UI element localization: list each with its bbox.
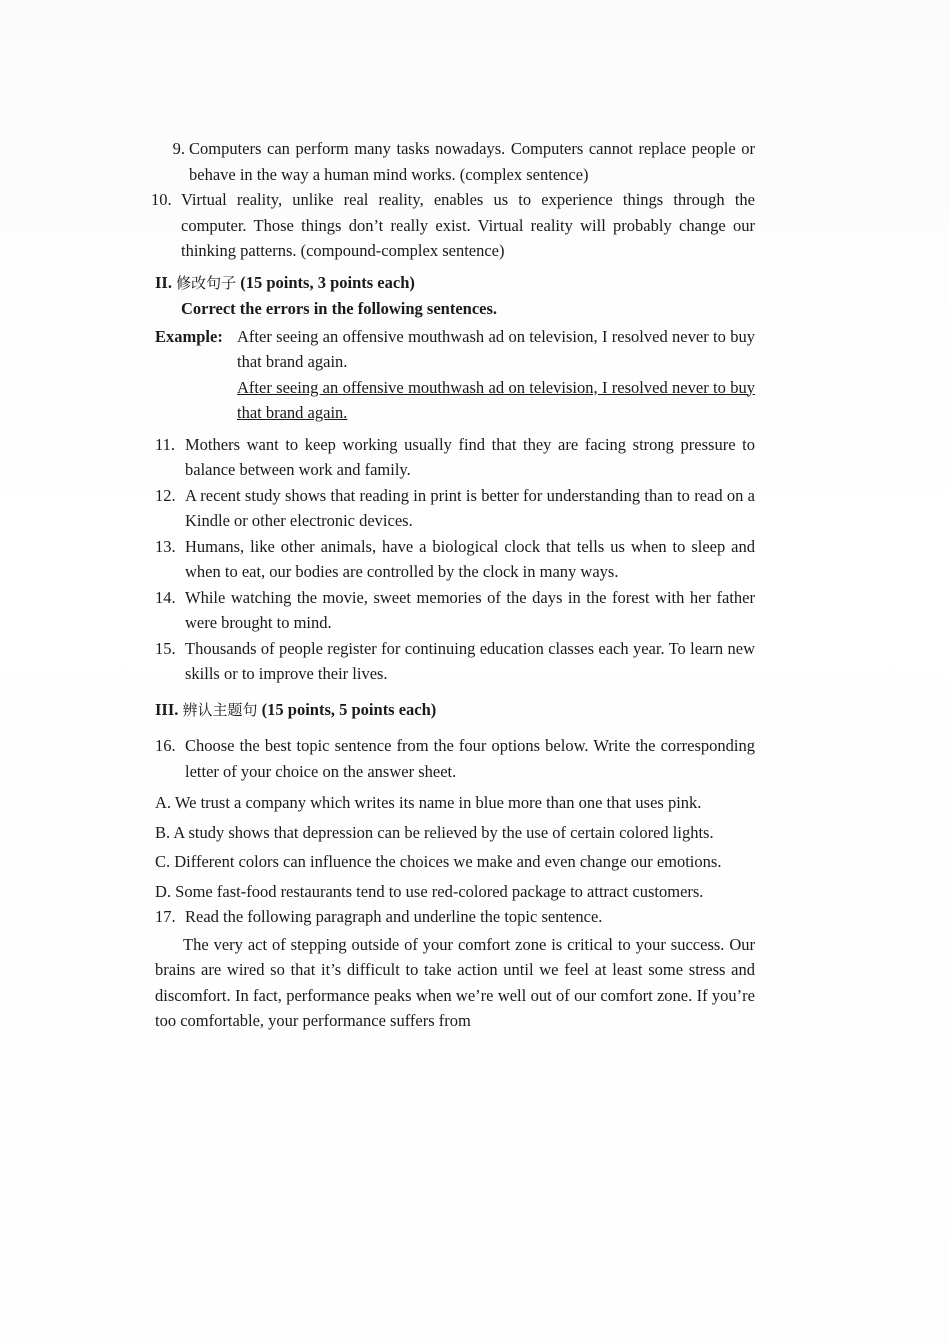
section-roman: II. [155,272,172,292]
question-14 [155,585,755,636]
question-number: 16. [155,736,176,755]
section-title-zh: 修改句子 [176,273,237,292]
option-a: A. We trust a company which writes its name in blue more than one that uses pink. [155,793,702,812]
example-label: Example: [155,326,223,346]
section-title-zh: 辨认主题句 [182,700,258,719]
question-15 [155,636,755,687]
section-3-heading [155,697,755,724]
question-number: 17. [155,907,176,926]
question-text: A recent study shows that reading in print is better for understanding than to read on a Kindle or other electronic devices. [185,485,755,530]
question-text: Humans, like other animals, have a biological clock that tells us when to sleep and when to eat, our bodies are controlled by the clock in many ways. [185,536,755,581]
question-number: 14. [155,587,176,607]
example-corrected: After seeing an offensive mouthwash ad on television, I resolved never to buy that brand again. [237,377,755,422]
question-number: 12. [155,485,176,505]
question-9 [155,136,755,187]
question-10 [151,187,755,264]
option-d: D. Some fast-food restaurants tend to use red-colored package to attract customers. [155,881,704,901]
option-b: B. A study shows that depression can be relieved by the use of certain colored lights. [155,822,714,842]
question-12 [155,483,755,534]
question-text: Computers can perform many tasks nowadays. Computers cannot replace people or behave in the way a human mind works. (complex sentence) [189,139,755,184]
question-17 [155,904,755,930]
example-block [155,324,755,426]
question-text: Thousands of people register for continuing education classes each year. To learn new skills or to improve their lives. [185,638,755,683]
page-content [151,136,755,1034]
option-c: C. Different colors can influence the choices we make and even change our emotions. [155,852,722,871]
example-content [237,324,755,426]
section-roman: III. [155,699,179,719]
question-number: 9. [172,139,185,158]
question-number: 11. [155,434,176,454]
question-text: Virtual reality, unlike real reality, enables us to experience things through the computer. Those things don’t really exist. Virtual reality will probably change our thinking patterns. (compound-complex sentence) [181,190,755,260]
question-text: Mothers want to keep working usually find that they are facing strong pressure to balance between work and family. [185,434,755,479]
section-points: (15 points, 5 points each) [261,699,437,719]
question-13 [155,534,755,585]
example-sentence: After seeing an offensive mouthwash ad on television, I resolved never to buy that brand again. [237,326,755,371]
section-points: (15 points, 3 points each) [240,272,415,292]
reading-paragraph: The very act of stepping outside of your comfort zone is critical to your success. Our brains are wired so that it’s difficult to take action until we feel at least some stress and discomfort. In fact, performance peaks when we’re well out of our comfort zone. If you’re too comfortable, your performance suffers from [155,934,755,1030]
question-number: 15. [155,638,176,658]
section-2-heading [155,270,755,297]
section-2-instruction: Correct the errors in the following sentences. [181,299,498,318]
question-number: 13. [155,536,176,556]
question-16 [155,733,755,784]
question-number: 10. [151,190,172,209]
question-text: Read the following paragraph and underline the topic sentence. [185,907,603,926]
question-text: While watching the movie, sweet memories of the days in the forest with her father were brought to mind. [185,587,755,632]
question-text: Choose the best topic sentence from the four options below. Write the corresponding letter of your choice on the answer sheet. [185,736,755,781]
question-11 [155,432,755,483]
